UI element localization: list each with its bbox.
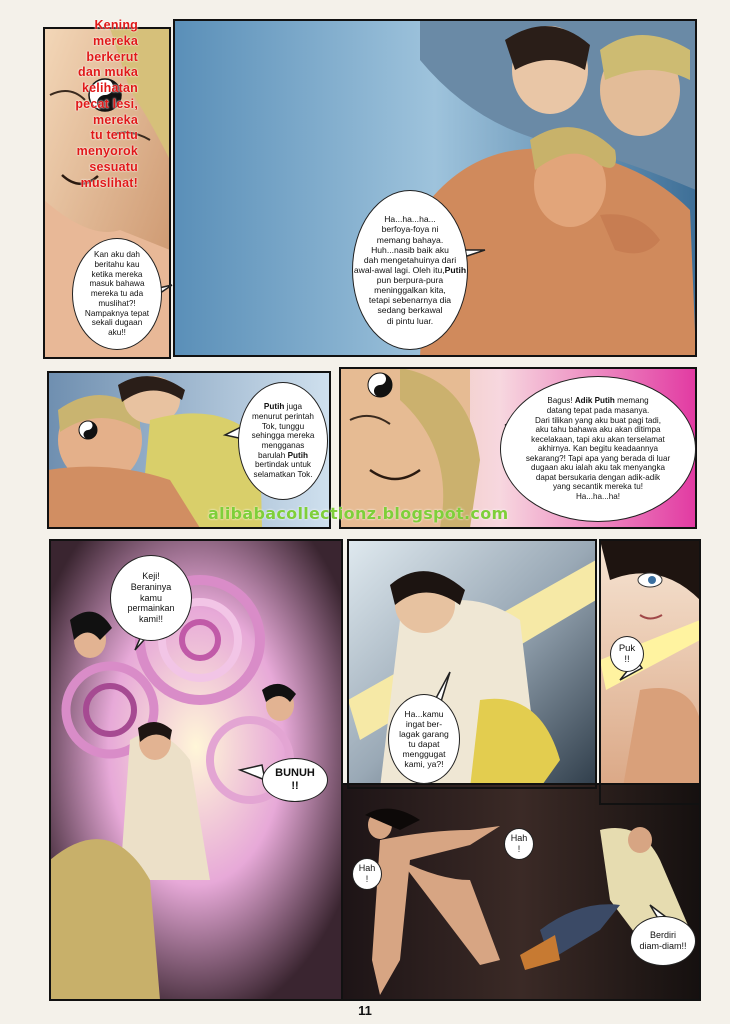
panel-8-art bbox=[342, 784, 700, 1000]
speech-text: Ha...ha...ha... berfoya-foya ni memang bahaya. Huh...nasib baik aku dah mengetahuinya dari awal-awal lagi. Oleh itu, bbox=[353, 214, 457, 275]
speech-text: Hah ! bbox=[358, 863, 376, 884]
speech-text: Ha...kamu ingat ber- lagak garang tu dapat menggugat kami, ya?! bbox=[399, 708, 449, 770]
speech-bubble-puk bbox=[610, 636, 644, 672]
panel-7-art bbox=[600, 540, 700, 804]
speech-bubble-bagus bbox=[500, 376, 696, 522]
speech-bubble-berdiri bbox=[630, 916, 696, 966]
speech-text: Keji! Beraninya kamu permainkan kami!! bbox=[127, 571, 175, 624]
character-name-putih: Putih bbox=[287, 450, 309, 460]
speech-bubble-haha bbox=[352, 190, 468, 350]
speech-text: bertindak untuk selamatkan Tok. bbox=[253, 460, 313, 480]
speech-bubble-keji bbox=[110, 555, 192, 641]
speech-bubble-bunuh bbox=[262, 758, 328, 802]
speech-text: Bagus! bbox=[547, 396, 575, 406]
speech-text: BUNUH !! bbox=[275, 767, 315, 792]
watermark: alibabacollectionz.blogspot.com bbox=[208, 504, 509, 523]
page-number: 11 bbox=[358, 1003, 372, 1018]
narration-caption: Kening mereka berkerut dan muka kelihatan pecat lesi, mereka tu tentu menyorok sesuatu muslihat! bbox=[75, 18, 138, 190]
speech-bubble-putih bbox=[238, 382, 328, 500]
speech-text: pun berpura-pura meninggalkan kita, tetapi sebenarnya dia sedang berkawal di pintu luar. bbox=[368, 275, 452, 326]
speech-text: Puk !! bbox=[618, 642, 636, 665]
character-name-putih: Putih bbox=[444, 264, 467, 275]
speech-bubble-hah-left bbox=[352, 858, 382, 890]
speech-text: Hah ! bbox=[510, 833, 528, 854]
speech-text: Berdiri diam-diam!! bbox=[639, 930, 687, 951]
speech-text: juga menurut perintah Tok, tunggu sehingga mereka mengganas barulah bbox=[251, 402, 315, 460]
speech-text: Kan aku dah beritahu kau ketika mereka masuk bahawa mereka tu ada muslihat?! Nampaknya tepat sekali dugaan aku!! bbox=[84, 250, 150, 337]
speech-bubble-hah-right bbox=[504, 828, 534, 860]
character-name-putih: Putih bbox=[263, 402, 285, 412]
character-name-adik-putih: Adik Putih bbox=[574, 396, 615, 406]
speech-text: memang datang tepat pada masanya. Dari tilikan yang aku buat pagi tadi, aku tahu bahawa aku akan ditimpa kecelakaan, tapi aku akan terselamat akhirnya. Kan begitu keadaannya sekarang?! Tapi apa yang berada di luar dugaan aku ialah aku tak menyangka dapat bersukaria dengan adik-adik yang secantik mereka tu! Ha...ha...ha! bbox=[525, 396, 671, 501]
speech-bubble-ha-kamu bbox=[388, 694, 460, 784]
panel-6-art bbox=[348, 540, 596, 788]
speech-bubble-kan-aku bbox=[72, 238, 162, 350]
